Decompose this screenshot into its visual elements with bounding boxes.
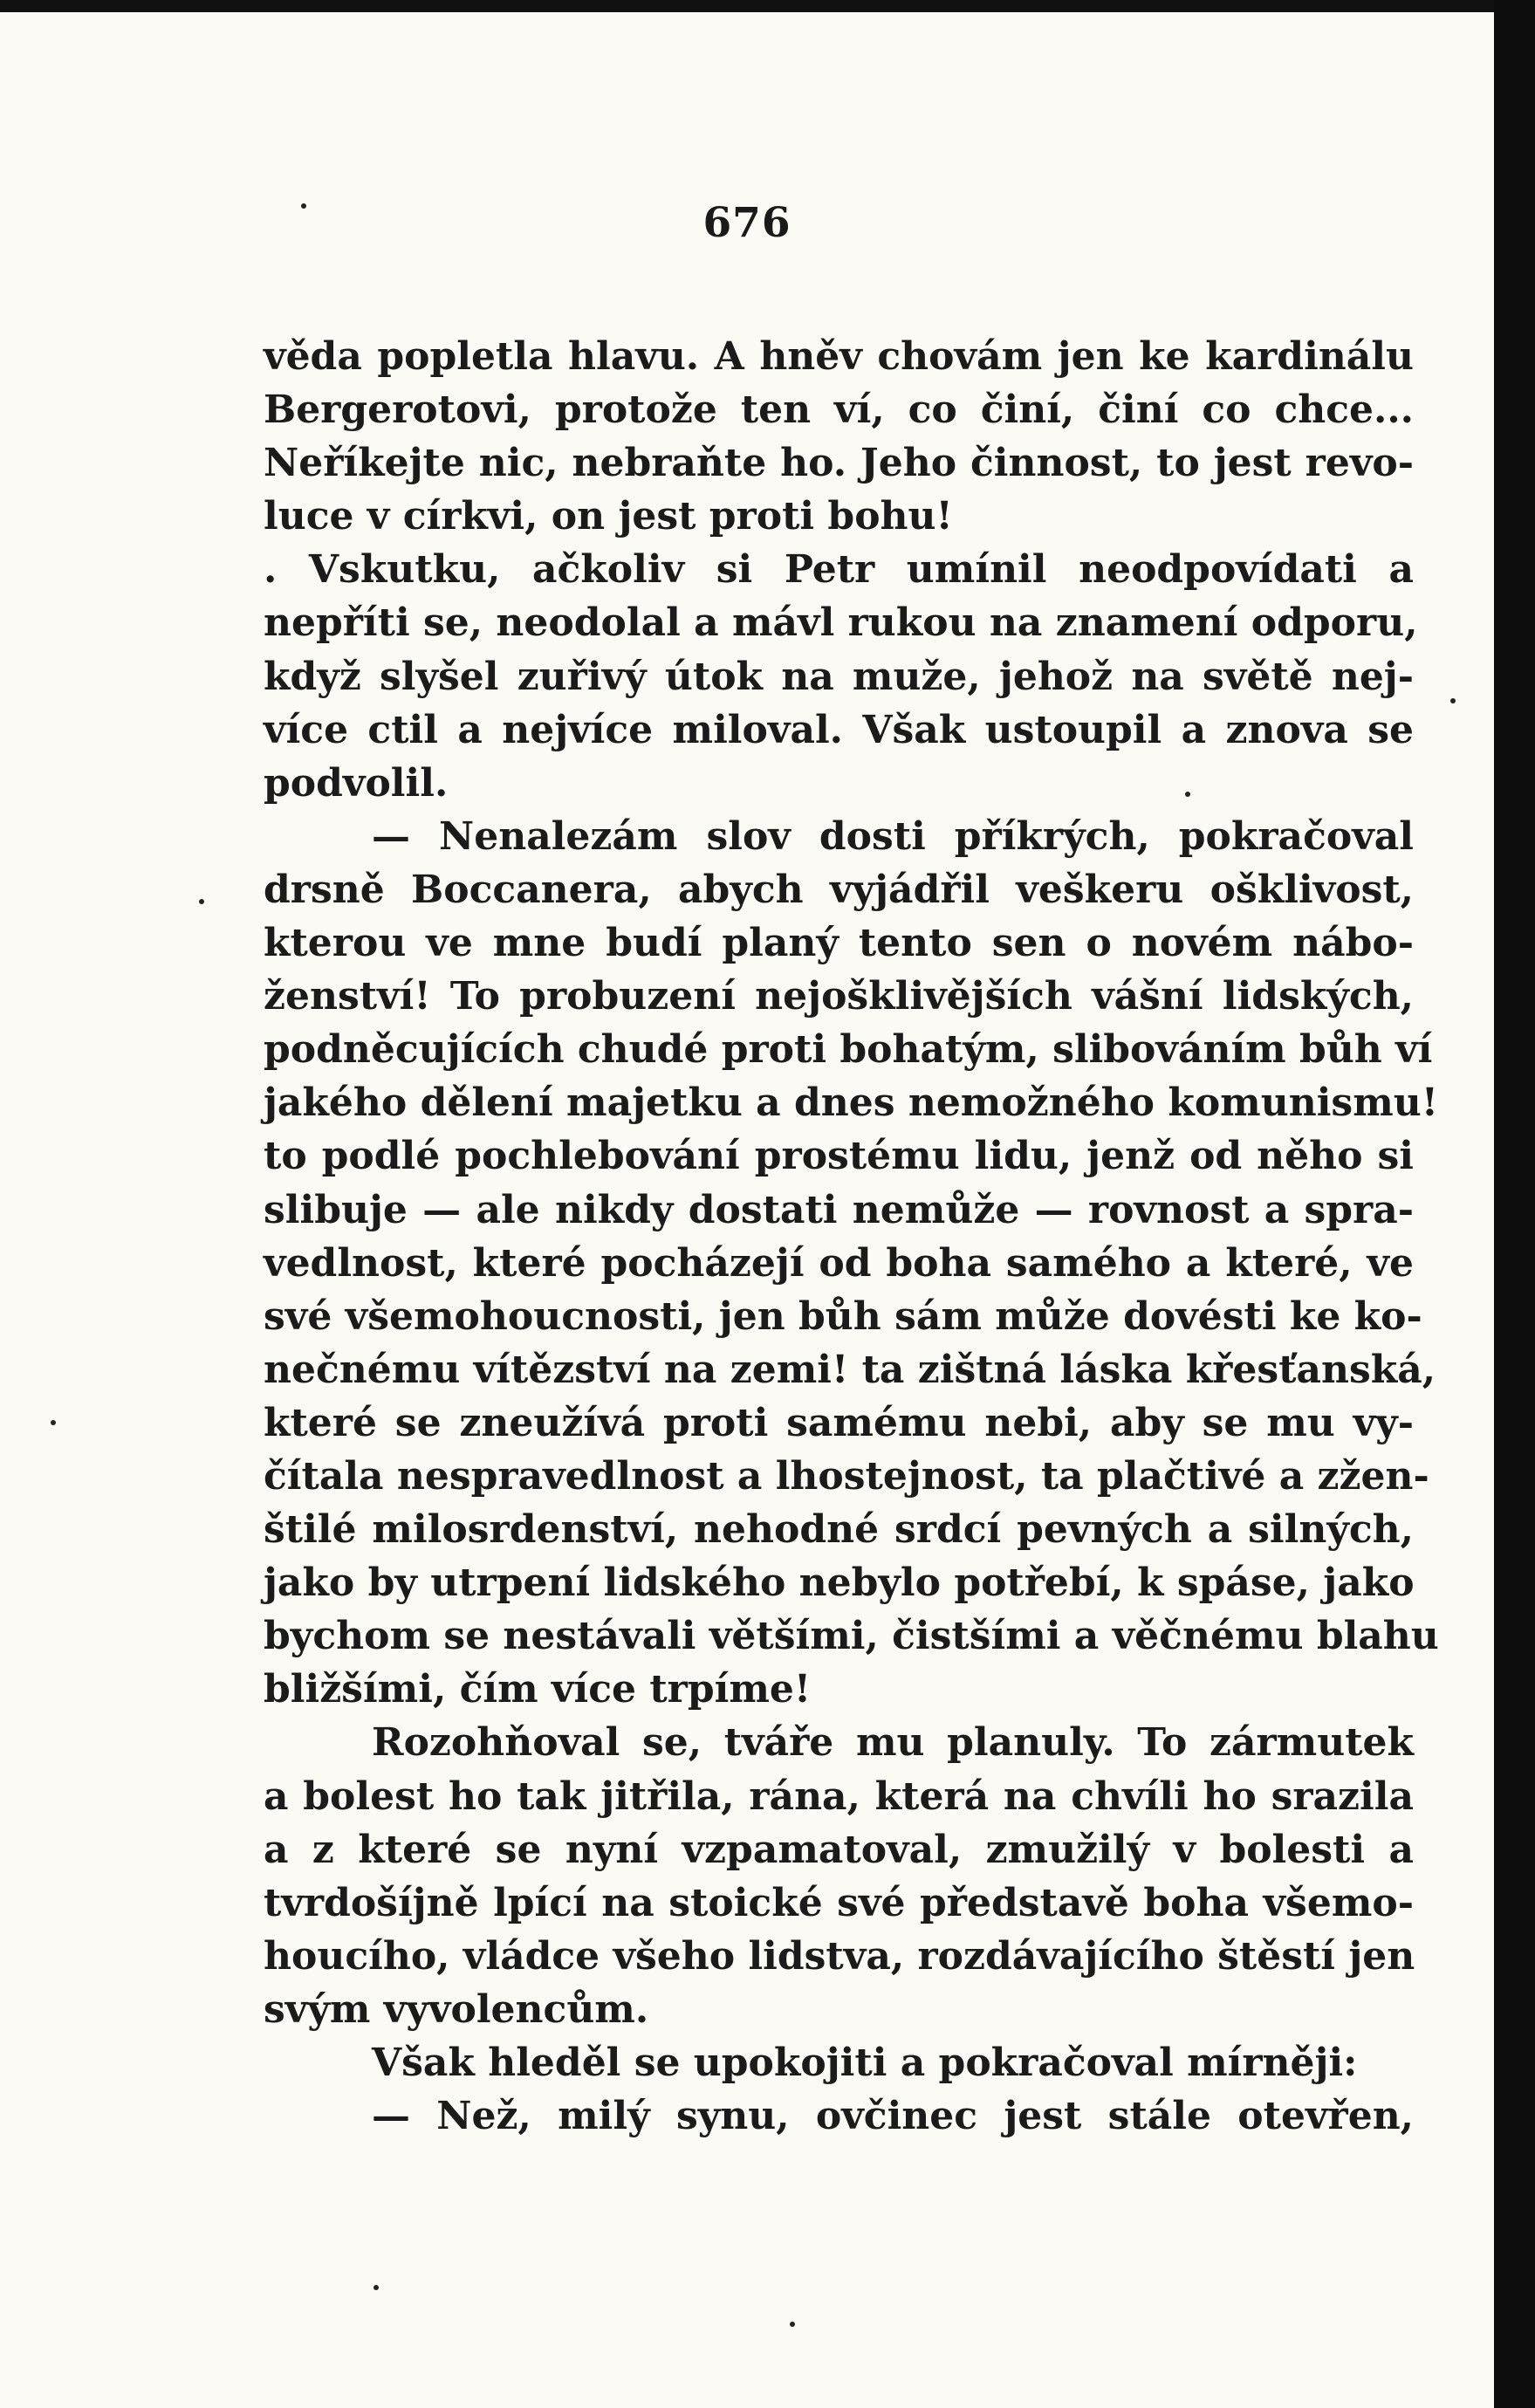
scan-speck bbox=[1185, 792, 1190, 797]
scan-speck bbox=[51, 1420, 56, 1425]
text-line: to podlé pochlebování prostému lidu, jenž od něho si bbox=[264, 1134, 1414, 1179]
scan-top-edge bbox=[0, 0, 1494, 12]
text-line: Rozohňoval se, tváře mu planuly. To zármutek bbox=[372, 1720, 1414, 1766]
text-line: nečnému vítězství na zemi! ta zištná láska křesťanská, bbox=[264, 1347, 1436, 1392]
text-line: tvrdošíjně lpící na stoické své představě boha všemo- bbox=[264, 1880, 1414, 1925]
text-line: věda popletla hlavu. A hněv chovám jen ke kardinálu bbox=[264, 334, 1414, 379]
scan-speck bbox=[373, 2285, 379, 2290]
scan-speck bbox=[199, 899, 204, 904]
text-line: svým vyvolencům. bbox=[264, 1986, 649, 2032]
text-line: více ctil a nejvíce miloval. Však ustoupil a znova se bbox=[264, 707, 1414, 752]
text-line: štilé milosrdenství, nehodné srdcí pevných a silných, bbox=[264, 1507, 1414, 1553]
scan-right-edge bbox=[1494, 0, 1535, 2408]
scan-speck bbox=[1450, 698, 1456, 703]
text-line: Neříkejte nic, nebraňte ho. Jeho činnost, to jest revo- bbox=[264, 441, 1414, 486]
text-line: bychom se nestávali většími, čistšími a věčnému blahu bbox=[264, 1614, 1439, 1659]
text-line: slibuje — ale nikdy dostati nemůže — rovnost a spra- bbox=[264, 1187, 1414, 1232]
text-line: jakého dělení majetku a dnes nemožného komunismu! bbox=[264, 1081, 1439, 1126]
text-line: které se zneužívá proti samému nebi, aby se mu vy- bbox=[264, 1400, 1414, 1445]
scan-speck bbox=[790, 2322, 795, 2327]
text-line: kterou ve mne budí planý tento sen o novém nábo- bbox=[264, 921, 1414, 966]
text-line: Bergerotovi, protože ten ví, co činí, činí co chce... bbox=[264, 388, 1414, 433]
text-line: — Než, milý synu, ovčinec jest stále otevřen, bbox=[372, 2094, 1414, 2139]
text-line: ženství! To probuzení nejošklivějších vášní lidských, bbox=[264, 974, 1414, 1019]
text-line: houcího, vládce všeho lidstva, rozdávajícího štěstí jen bbox=[264, 1933, 1415, 1979]
page-number: 676 bbox=[702, 199, 791, 247]
text-line: podvolil. bbox=[264, 760, 449, 806]
body-text bbox=[264, 330, 1439, 2143]
text-line: . Vskutku, ačkoliv si Petr umínil neodpovídati a bbox=[264, 547, 1414, 593]
text-line: čítala nespravedlnost a lhostejnost, ta plačtivé a zžen- bbox=[264, 1453, 1429, 1499]
text-line: luce v církvi, on jest proti bohu! bbox=[264, 494, 953, 539]
text-line: — Nenalezám slov dosti příkrých, pokračoval bbox=[372, 813, 1414, 859]
text-line: a bolest ho tak jitřila, rána, která na chvíli ho srazila bbox=[264, 1773, 1414, 1819]
scan-speck bbox=[301, 203, 306, 209]
text-line: Však hleděl se upokojiti a pokračoval mírněji: bbox=[372, 2041, 1358, 2085]
text-line: nepříti se, neodolal a mávl rukou na znamení odporu, bbox=[264, 600, 1418, 646]
text-line: podněcujících chudé proti bohatým, slibováním bůh ví bbox=[264, 1027, 1433, 1073]
text-line: když slyšel zuřivý útok na muže, jehož na světě nej- bbox=[264, 654, 1414, 699]
text-line: a z které se nyní vzpamatoval, zmužilý v bolesti a bbox=[264, 1827, 1414, 1872]
text-line: své všemohoucnosti, jen bůh sám může dovésti ke ko- bbox=[264, 1293, 1422, 1339]
text-line: jako by utrpení lidského nebylo potřebí, k spáse, jako bbox=[264, 1561, 1415, 1606]
text-line: bližšími, čím více trpíme! bbox=[264, 1667, 812, 1712]
text-line: drsně Boccanera, abych vyjádřil veškeru ošklivost, bbox=[264, 867, 1414, 912]
text-line: vedlnost, které pocházejí od boha samého a které, ve bbox=[264, 1240, 1414, 1286]
